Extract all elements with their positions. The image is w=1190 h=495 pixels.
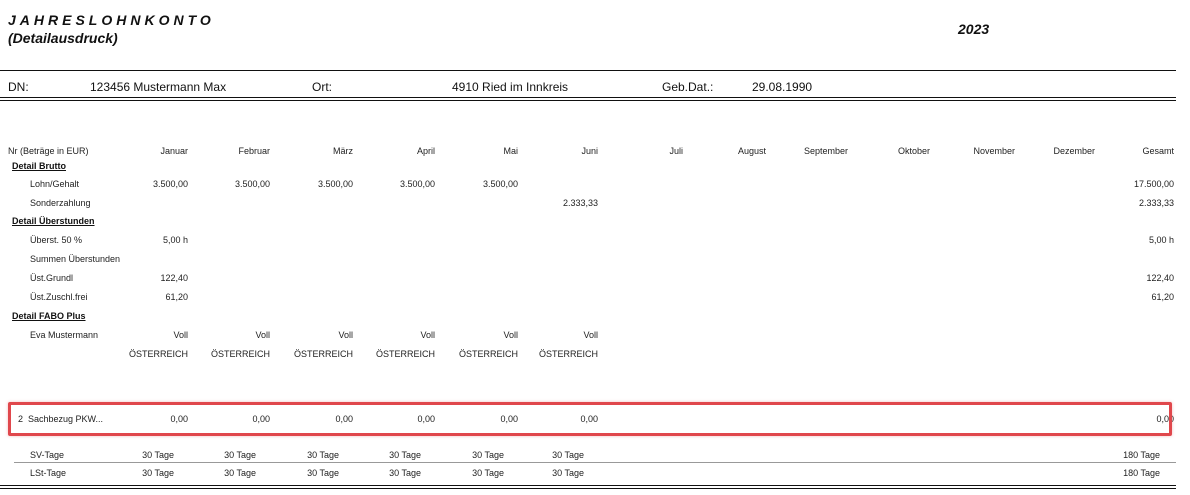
row-cell-7-0: ÖSTERREICH	[128, 349, 188, 359]
info-divider-2	[0, 100, 1176, 101]
row-label-4: Üst.Grundl	[30, 273, 74, 283]
tage-cell-0-3: 30 Tage	[389, 450, 421, 460]
column-header-2: März	[333, 146, 353, 156]
row-cell-4-0: 122,40	[160, 273, 188, 283]
sachbezug-cell-5: 0,00	[580, 414, 598, 424]
row-cell-6-2: Voll	[338, 330, 353, 340]
ort-label: Ort:	[312, 80, 332, 94]
row-cell-2-0: 5,00 h	[162, 235, 188, 245]
column-header-0: Januar	[160, 146, 188, 156]
page-title: JAHRESLOHNKONTO	[8, 12, 215, 28]
bottom-divider-2	[0, 488, 1176, 489]
tage-cell-1-2: 30 Tage	[307, 468, 339, 478]
geb-label: Geb.Dat.:	[662, 80, 714, 94]
row-total-4: 122,40	[1146, 273, 1174, 283]
sachbezug-cell-0: 0,00	[170, 414, 188, 424]
page-subtitle: (Detailausdruck)	[8, 30, 118, 46]
column-header-6: Juli	[669, 146, 683, 156]
row-label-5: Üst.Zuschl.frei	[30, 292, 88, 302]
row-cell-6-3: Voll	[420, 330, 435, 340]
ort-value: 4910 Ried im Innkreis	[452, 80, 569, 94]
row-cell-0-0: 3.500,00	[152, 179, 188, 189]
tage-cell-0-0: 30 Tage	[142, 450, 174, 460]
row-cell-7-4: ÖSTERREICH	[458, 349, 518, 359]
year-label: 2023	[958, 21, 990, 37]
row-cell-6-0: Voll	[173, 330, 188, 340]
row-label-6: Eva Mustermann	[30, 330, 99, 340]
info-divider-1	[0, 97, 1176, 98]
bottom-divider-1	[0, 485, 1176, 486]
column-header-5: Juni	[581, 146, 598, 156]
top-divider	[0, 70, 1176, 71]
row-cell-6-5: Voll	[583, 330, 598, 340]
row-total-1: 2.333,33	[1138, 198, 1174, 208]
column-header-3: April	[416, 146, 435, 156]
section-heading-fabo: Detail FABO Plus	[12, 311, 86, 321]
sachbezug-cell-1: 0,00	[252, 414, 270, 424]
tage-label-0: SV-Tage	[30, 450, 65, 460]
column-header-total: Gesamt	[1142, 146, 1174, 156]
row-label-0: Lohn/Gehalt	[30, 179, 80, 189]
row-cell-6-1: Voll	[255, 330, 270, 340]
column-header-11: Dezember	[1053, 146, 1095, 156]
tage-cell-0-1: 30 Tage	[224, 450, 256, 460]
row-cell-7-3: ÖSTERREICH	[375, 349, 435, 359]
row-cell-0-2: 3.500,00	[317, 179, 353, 189]
column-header-9: Oktober	[897, 146, 930, 156]
column-header-7: August	[737, 146, 766, 156]
sachbezug-cell-4: 0,00	[500, 414, 518, 424]
tage-cell-0-4: 30 Tage	[472, 450, 504, 460]
tage-cell-1-1: 30 Tage	[224, 468, 256, 478]
tage-divider	[14, 462, 1176, 463]
row-cell-0-1: 3.500,00	[234, 179, 270, 189]
tage-label-1: LSt-Tage	[30, 468, 67, 478]
row-cell-7-5: ÖSTERREICH	[538, 349, 598, 359]
column-header-nr: Nr (Beträge in EUR)	[8, 146, 89, 156]
tage-cell-1-3: 30 Tage	[389, 468, 421, 478]
sachbezug-cell-3: 0,00	[417, 414, 435, 424]
dn-value: 123456 Mustermann Max	[90, 80, 227, 94]
sachbezug-label: Sachbezug PKW...	[28, 414, 104, 424]
column-header-8: September	[803, 146, 848, 156]
tage-cell-1-5: 30 Tage	[552, 468, 584, 478]
row-cell-5-0: 61,20	[165, 292, 188, 302]
tage-cell-0-5: 30 Tage	[552, 450, 584, 460]
row-label-2: Überst. 50 %	[30, 235, 83, 245]
geb-value: 29.08.1990	[752, 80, 813, 94]
column-header-4: Mai	[503, 146, 518, 156]
row-label-1: Sonderzahlung	[30, 198, 91, 208]
tage-total-1: 180 Tage	[1123, 468, 1160, 478]
tage-cell-1-0: 30 Tage	[142, 468, 174, 478]
dn-label: DN:	[8, 80, 29, 94]
section-heading-brutto: Detail Brutto	[12, 161, 66, 171]
row-total-5: 61,20	[1151, 292, 1174, 302]
row-cell-7-1: ÖSTERREICH	[210, 349, 270, 359]
row-label-3: Summen Überstunden	[30, 254, 121, 264]
column-header-1: Februar	[238, 146, 270, 156]
row-cell-7-2: ÖSTERREICH	[293, 349, 353, 359]
row-cell-0-3: 3.500,00	[399, 179, 435, 189]
section-heading-ueberstunden: Detail Überstunden	[12, 216, 95, 226]
column-header-10: November	[973, 146, 1015, 156]
row-total-0: 17.500,00	[1133, 179, 1174, 189]
sachbezug-highlight-box	[8, 402, 1172, 436]
row-cell-1-5: 2.333,33	[562, 198, 598, 208]
tage-total-0: 180 Tage	[1123, 450, 1160, 460]
sachbezug-cell-2: 0,00	[335, 414, 353, 424]
row-cell-0-4: 3.500,00	[482, 179, 518, 189]
tage-cell-0-2: 30 Tage	[307, 450, 339, 460]
tage-cell-1-4: 30 Tage	[472, 468, 504, 478]
sachbezug-nr: 2	[18, 414, 24, 424]
sachbezug-total: 0,00	[1156, 414, 1174, 424]
row-total-2: 5,00 h	[1148, 235, 1174, 245]
row-cell-6-4: Voll	[503, 330, 518, 340]
